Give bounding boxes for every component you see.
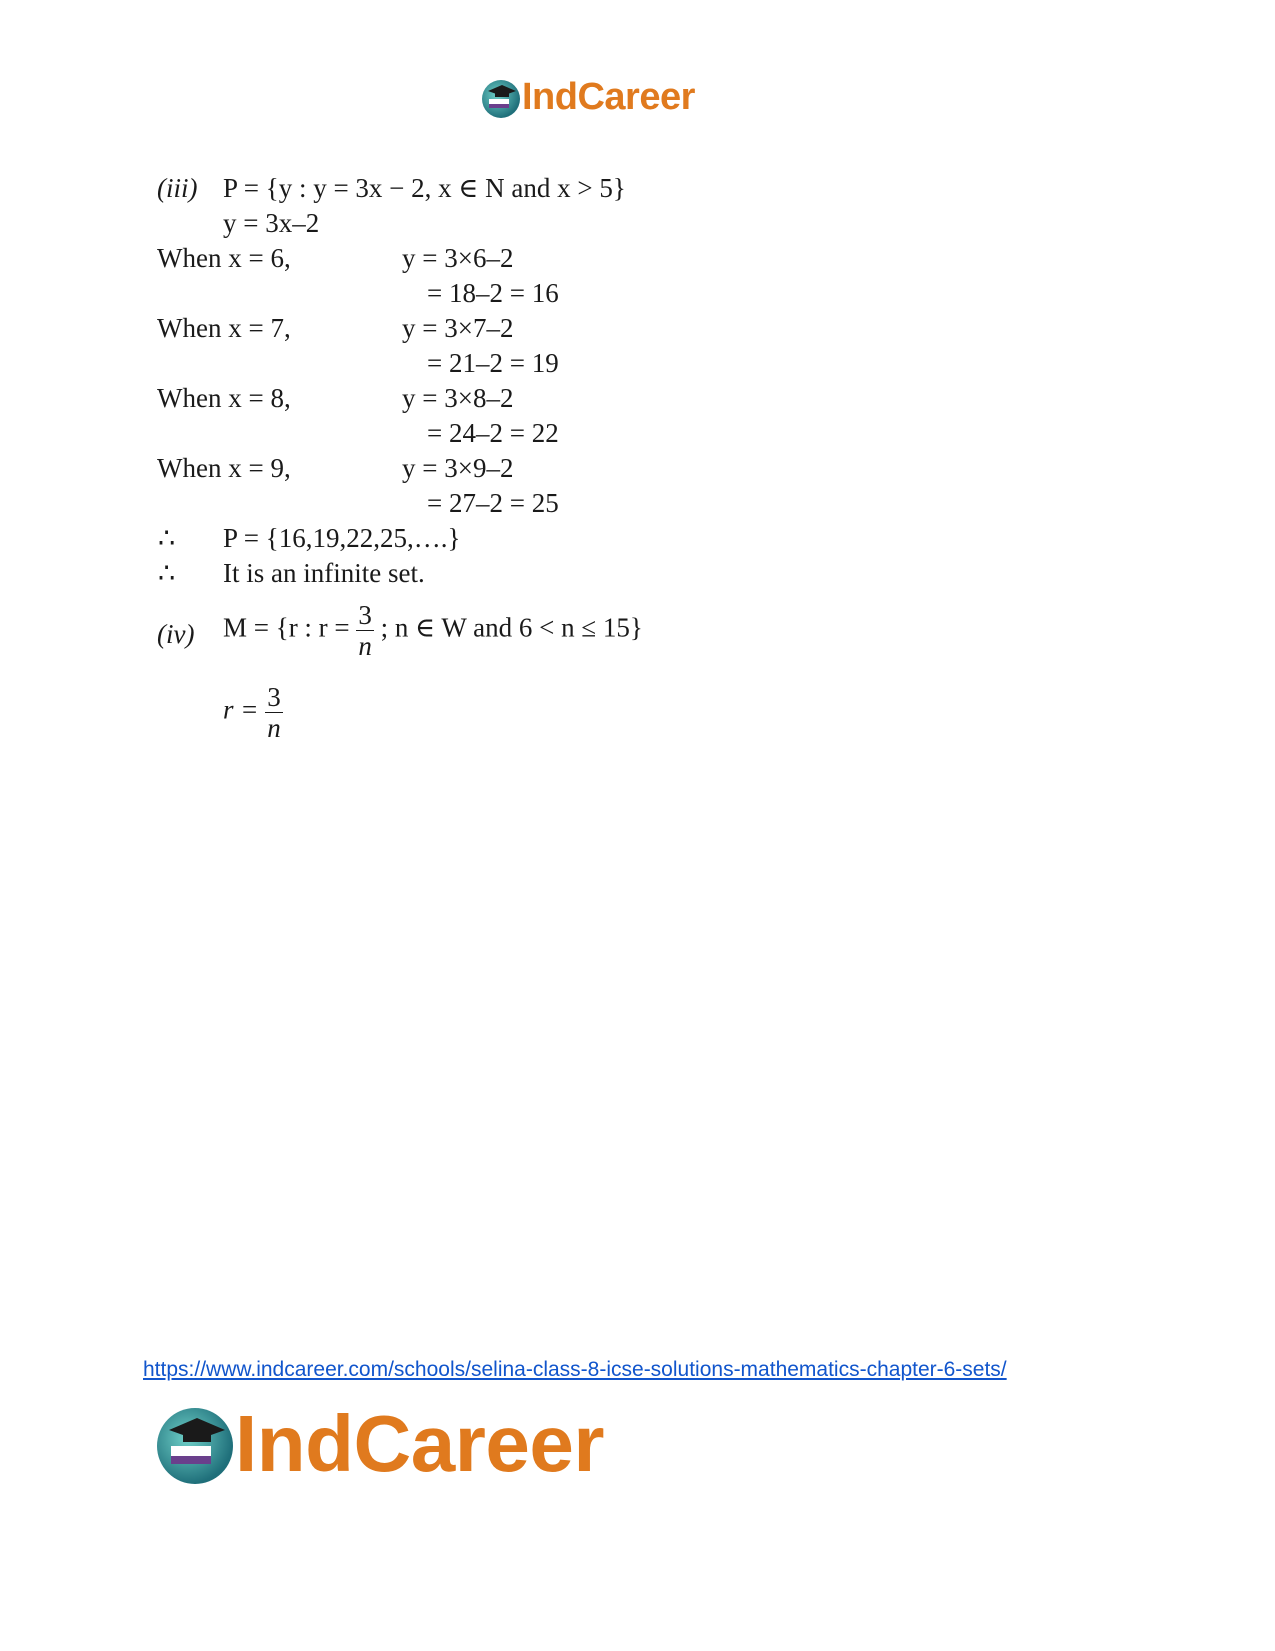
part-iii-rule: y = 3x–2 bbox=[223, 208, 320, 238]
part-iii-label: (iii) bbox=[157, 173, 198, 203]
case-calc-x7: y = 3×7–2 bbox=[402, 313, 514, 343]
part-iv-label: (iv) bbox=[157, 619, 195, 649]
fraction-numerator: 3 bbox=[358, 600, 372, 630]
graduation-globe-icon bbox=[480, 77, 522, 119]
rule-fraction-numerator: 3 bbox=[267, 682, 281, 712]
rule-fraction-denominator: n bbox=[267, 713, 281, 743]
conclusion-text: It is an infinite set. bbox=[223, 558, 425, 588]
graduation-globe-icon bbox=[153, 1402, 237, 1486]
part-iv-set-suffix: ; n ∈ W and 6 < n ≤ 15} bbox=[380, 612, 643, 643]
part-iv-rule-prefix: r = bbox=[223, 694, 259, 725]
case-result-x6: = 18–2 = 16 bbox=[427, 278, 559, 308]
footer-logo-text: IndCareer bbox=[235, 1399, 604, 1488]
fraction bbox=[356, 600, 374, 661]
rule-fraction bbox=[265, 682, 283, 743]
case-result-x7: = 21–2 = 19 bbox=[427, 348, 559, 378]
therefore-symbol-2: ∴ bbox=[158, 558, 176, 588]
fraction-denominator: n bbox=[358, 631, 372, 661]
case-when-x7: When x = 7, bbox=[157, 313, 291, 343]
case-result-x8: = 24–2 = 22 bbox=[427, 418, 559, 448]
case-calc-x9: y = 3×9–2 bbox=[402, 453, 514, 483]
case-calc-x8: y = 3×8–2 bbox=[402, 383, 514, 413]
therefore-symbol-1: ∴ bbox=[158, 523, 176, 553]
case-when-x9: When x = 9, bbox=[157, 453, 291, 483]
part-iv-rule bbox=[223, 682, 283, 743]
source-url-link[interactable]: https://www.indcareer.com/schools/selina-class-8-icse-solutions-mathematics-chapter-6-sets/ bbox=[143, 1358, 1007, 1381]
case-when-x8: When x = 8, bbox=[157, 383, 291, 413]
case-result-x9: = 27–2 = 25 bbox=[427, 488, 559, 518]
header-logo bbox=[480, 76, 695, 119]
part-iv-set-definition bbox=[223, 600, 643, 661]
header-logo-text: IndCareer bbox=[522, 76, 695, 118]
part-iv-set-prefix: M = {r : r = bbox=[223, 612, 350, 643]
case-calc-x6: y = 3×6–2 bbox=[402, 243, 514, 273]
part-iii-set-definition: P = {y : y = 3x − 2, x ∈ N and x > 5} bbox=[223, 173, 626, 203]
footer-logo bbox=[153, 1398, 604, 1490]
conclusion-set: P = {16,19,22,25,….} bbox=[223, 523, 461, 553]
case-when-x6: When x = 6, bbox=[157, 243, 291, 273]
